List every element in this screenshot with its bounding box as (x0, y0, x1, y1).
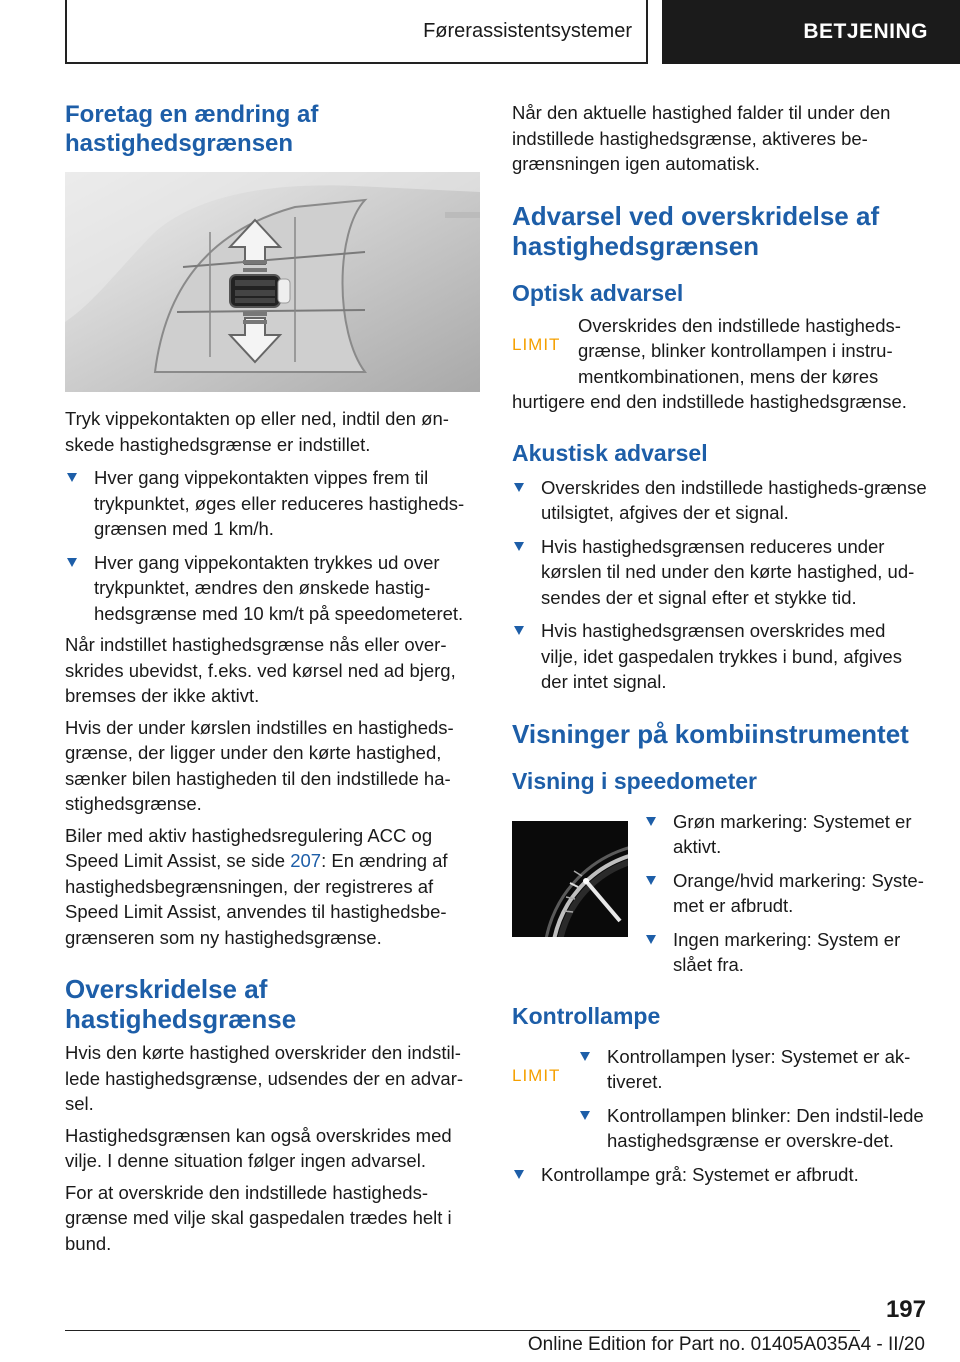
steering-wheel-rocker-image (65, 172, 480, 392)
section-title: Førerassistentsystemer (65, 0, 648, 64)
page-number: 197 (885, 1296, 926, 1323)
list-item: Hvis hastighedsgrænsen overskrides med vilje, idet gaspedalen trykkes i bund, afgives der intet signal. (512, 618, 927, 695)
footer-divider (65, 1330, 860, 1331)
paragraph: Tryk vippekontakten op eller ned, indtil den øn-skede hastighedsgrænse er indstillet. (65, 408, 449, 455)
list-item: Hver gang vippekontakten vippes frem til trykpunktet, øges eller reduceres hastigheds-grænsen med 1 km/h. (65, 465, 480, 542)
paragraph: Biler med aktiv hastighedsregulering ACC og Speed Limit Assist, se side 207: En ændring af hastighedsbegrænsningen, der registreres af Speed Limit Assist, anvendes til hastighedsbe-grænseren som ny hastighedsgrænse. (65, 824, 448, 948)
list-item: Overskrides den indstillede hastigheds-grænse utilsigtet, afgives der et signal. (512, 475, 927, 526)
bullet-list (512, 475, 927, 695)
paragraph: hurtigere end den indstillede hastighedsgrænse. (512, 391, 907, 412)
paragraph: Overskrides den indstillede hastigheds-grænse, blinker kontrollampen i instru-mentkombinationen, mens der køres (578, 314, 901, 387)
left-column (65, 100, 480, 1256)
triangle-bullet-icon (67, 558, 77, 567)
triangle-bullet-icon (514, 483, 524, 492)
heading-speedometer-display: Visning i speedometer (512, 767, 757, 794)
list-item: Ingen markering: System er slået fra. (644, 927, 927, 978)
speedometer-row (512, 801, 927, 978)
paragraph: For at overskride den indstillede hastigheds-grænse med vilje skal gaspedalen trædes helt i bund. (65, 1181, 452, 1254)
heading-displays: Visninger på kombiinstrumentet (512, 718, 909, 749)
list-item: Kontrollampen lyser: Systemet er ak-tiveret. (578, 1044, 927, 1095)
chapter-tab: BETJENING (662, 0, 960, 64)
triangle-bullet-icon (646, 817, 656, 826)
bullet-list (65, 465, 480, 626)
heading-indicator-lamp: Kontrollampe (512, 1002, 661, 1029)
triangle-bullet-icon (580, 1111, 590, 1120)
triangle-bullet-icon (514, 1170, 524, 1179)
indicator-lamp-row (512, 1036, 927, 1154)
list-item: Grøn markering: Systemet er aktivt. (644, 809, 927, 860)
list-item: Hver gang vippekontakten trykkes ud over trykpunktet, ændres den ønskede hastig-hedsgrænse med 10 km/t på speedometeret. (65, 550, 480, 627)
triangle-bullet-icon (646, 876, 656, 885)
list-item: Orange/hvid markering: Syste-met er afbrudt. (644, 868, 927, 919)
heading-warning: Advarsel ved overskridelse af hastighedsgrænsen (512, 200, 880, 261)
limit-indicator-icon: LIMIT (512, 334, 561, 354)
triangle-bullet-icon (646, 935, 656, 944)
paragraph: Når den aktuelle hastighed falder til under den indstillede hastighedsgrænse, aktiveres be-grænsningen igen automatisk. (512, 102, 891, 174)
heading-optical-warning: Optisk advarsel (512, 279, 684, 306)
bullet-list (644, 801, 927, 978)
paragraph: Hvis den kørte hastighed overskrider den indstil-lede hastighedsgrænse, udsendes der en advar-sel. (65, 1042, 464, 1114)
footer-edition: Online Edition for Part no. 01405A035A4 - II/20 (527, 1334, 925, 1355)
triangle-bullet-icon (580, 1052, 590, 1061)
triangle-bullet-icon (514, 626, 524, 635)
right-column (512, 100, 927, 1187)
page-link-207[interactable]: 207 (290, 850, 322, 871)
triangle-bullet-icon (514, 542, 524, 551)
heading-change-limit: Foretag en ændring af hastighedsgrænsen (65, 101, 319, 157)
list-item: Hvis hastighedsgrænsen reduceres under kørslen til ned under den kørte hastighed, ud-sendes der et signal efter et stykke tid. (512, 534, 927, 611)
list-item: Kontrollampe grå: Systemet er afbrudt. (512, 1162, 927, 1188)
limit-indicator-icon: LIMIT (512, 1065, 561, 1085)
heading-exceeding-limit: Overskridelse af hastighedsgrænse (65, 974, 297, 1034)
page-header (0, 0, 960, 66)
bullet-list (578, 1036, 927, 1154)
heading-acoustic-warning: Akustisk advarsel (512, 439, 708, 466)
speedometer-image (512, 821, 628, 937)
list-item: Kontrollampen blinker: Den indstil-lede hastighedsgrænse er overskre-det. (578, 1103, 927, 1154)
paragraph: Hvis der under kørslen indstilles en hastigheds-grænse, der ligger under den kørte hastighed, sænker bilen hastigheden til den indstillede ha-stighedsgrænse. (65, 716, 454, 814)
bullet-list (512, 1162, 927, 1188)
optical-warning-row (512, 313, 927, 390)
paragraph: Når indstillet hastighedsgrænse nås eller over-skrides ubevidst, f.eks. ved kørsel ned ad bjerg, bremses der ikke aktivt. (65, 634, 456, 706)
triangle-bullet-icon (67, 473, 77, 482)
paragraph: Hastighedsgrænsen kan også overskrides med vilje. I denne situation følger ingen advarsel. (65, 1124, 452, 1171)
